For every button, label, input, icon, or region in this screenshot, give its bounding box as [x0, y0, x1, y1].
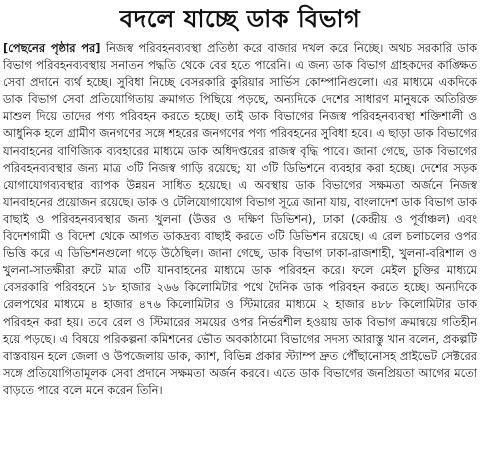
article-body	[0, 40, 480, 399]
article-body-text: নিজস্ব পরিবহনব্যবস্থা প্রতিষ্ঠা করে বাজার দখল করে নিচ্ছে। অথচ সরকারি ডাক বিভাগ পরিবহনব্যবস্থায় সনাতন পদ্ধতি থেকে বের হতে পারেনি। এ জন্য ডাক বিভাগ গ্রাহকদের কাঙ্ক্ষিত সেবা প্রদানে ব্যর্থ হচ্ছে। সুবিধা নিচ্ছে বেসরকারি কুরিয়ার সার্ভিস কোম্পানিগুলো। এর মাধ্যমে একদিকে ডাক বিভাগ সেবা প্রতিযোগিতায় ক্রমাগত পিছিয়ে পড়ছে, অন্যদিকে দেশের সাধারণ মানুষকে অতিরিক্ত মাশুল দিয়ে তাদের পণ্য পরিবহন করতে হচ্ছে। তাই ডাক বিভাগের নিজস্ব পরিবহনব্যবস্থা শক্তিশালী ও আধুনিক হলে গ্রামীণ জনগণের সঙ্গে শহরের জনগণের পণ্য পরিবহনের সুবিধা হবে। এ ছাড়া ডাক বিভাগের যানবাহনের বাণিজ্যিক ব্যবহারের মাধ্যমে ডাক অধিদপ্তরের রাজস্ব বৃদ্ধি পাবে। জানা গেছে, ডাক বিভাগের পরিবহনব্যবস্থার জন্য মাত্র ৩টি নিজস্ব গাড়ি রয়েছে; যা ৩টি ডিভিশনে ব্যবহার করা হচ্ছে। দেশের সড়ক যোগাযোগব্যবস্থার ব্যাপক উন্নয়ন সাধিত হয়েছে। এ অবস্থায় ডাক বিভাগের সক্ষমতা অর্জনে নিজস্ব যানবাহনের প্রয়োজন রয়েছে। ডাক ও টেলিযোগাযোগ বিভাগ সূত্রে জানা যায়, বাংলাদেশ ডাক বিভাগ ডাক বাছাই ও পরিবহনব্যবস্থার জন্য খুলনা (উত্তর ও দক্ষিণ ডিভিশন), ঢাকা (কেন্দ্রীয় ও পূর্বাঞ্চল) এবং বিদেশগামী ও বিদেশ থেকে আগত ডাকদ্রব্য বাছাই করতে ৩টি ডিভিশন রয়েছে। এ রেল চলাচলের ওপর ভিত্তি করে এ ডিভিশনগুলো গড়ে উঠেছিল। জানা গেছে, ডাক বিভাগ ঢাকা-রাজশাহী, খুলনা-বরিশাল ও খুলনা-সাতক্ষীরা রুটে মাত্র ৩টি যানবাহনের মাধ্যমে ডাক পরিবহন করে। ফলে মেইল চুক্তির মাধ্যমে বেসরকারি পরিবহনে ১৮ হাজার ২৬৬ কিলোমিটার পথে দৈনিক ডাক পরিবহন করতে হচ্ছে। অন্যদিকে রেলপথের মাধ্যমে ৪ হাজার ৪৭৬ কিলোমিটার ও স্টিমারের মাধ্যমে ২ হাজার ৪৮৮ কিলোমিটার ডাক পরিবহন করা হয়। তবে রেল ও স্টিমারের সময়ের ওপর নির্ভরশীল হওয়ায় ডাক বিভাগ ক্রমান্বয়ে গতিহীন হয়ে পড়ছে। এ বিষয়ে পরিকল্পনা কমিশনের ভৌত অবকাঠামো বিভাগের সদস্য আরাস্তু খান বলেন, প্রকল্পটি বাস্তবায়ন হলে জেলা ও উপজেলায় ডাক, ক্যাশ, বিভিন্ন প্রকার স্ট্যাম্প দ্রুত পৌঁছানোসহ প্রাইভেট সেক্টরের সঙ্গে প্রতিযোগিতামূলক সেবা প্রদানে সক্ষমতা অর্জন করবে। এতে ডাক বিভাগের জনপ্রিয়তা আগের মতো বাড়তে পারে বলে মনে করেন তিনি।	[3, 41, 477, 397]
continued-label: পেছনের পৃষ্ঠার পর	[8, 41, 96, 55]
article-headline: বদলে যাচ্ছে ডাক বিভাগ	[119, 4, 361, 33]
continued-marker: [পেছনের পৃষ্ঠার পর]	[3, 41, 101, 55]
